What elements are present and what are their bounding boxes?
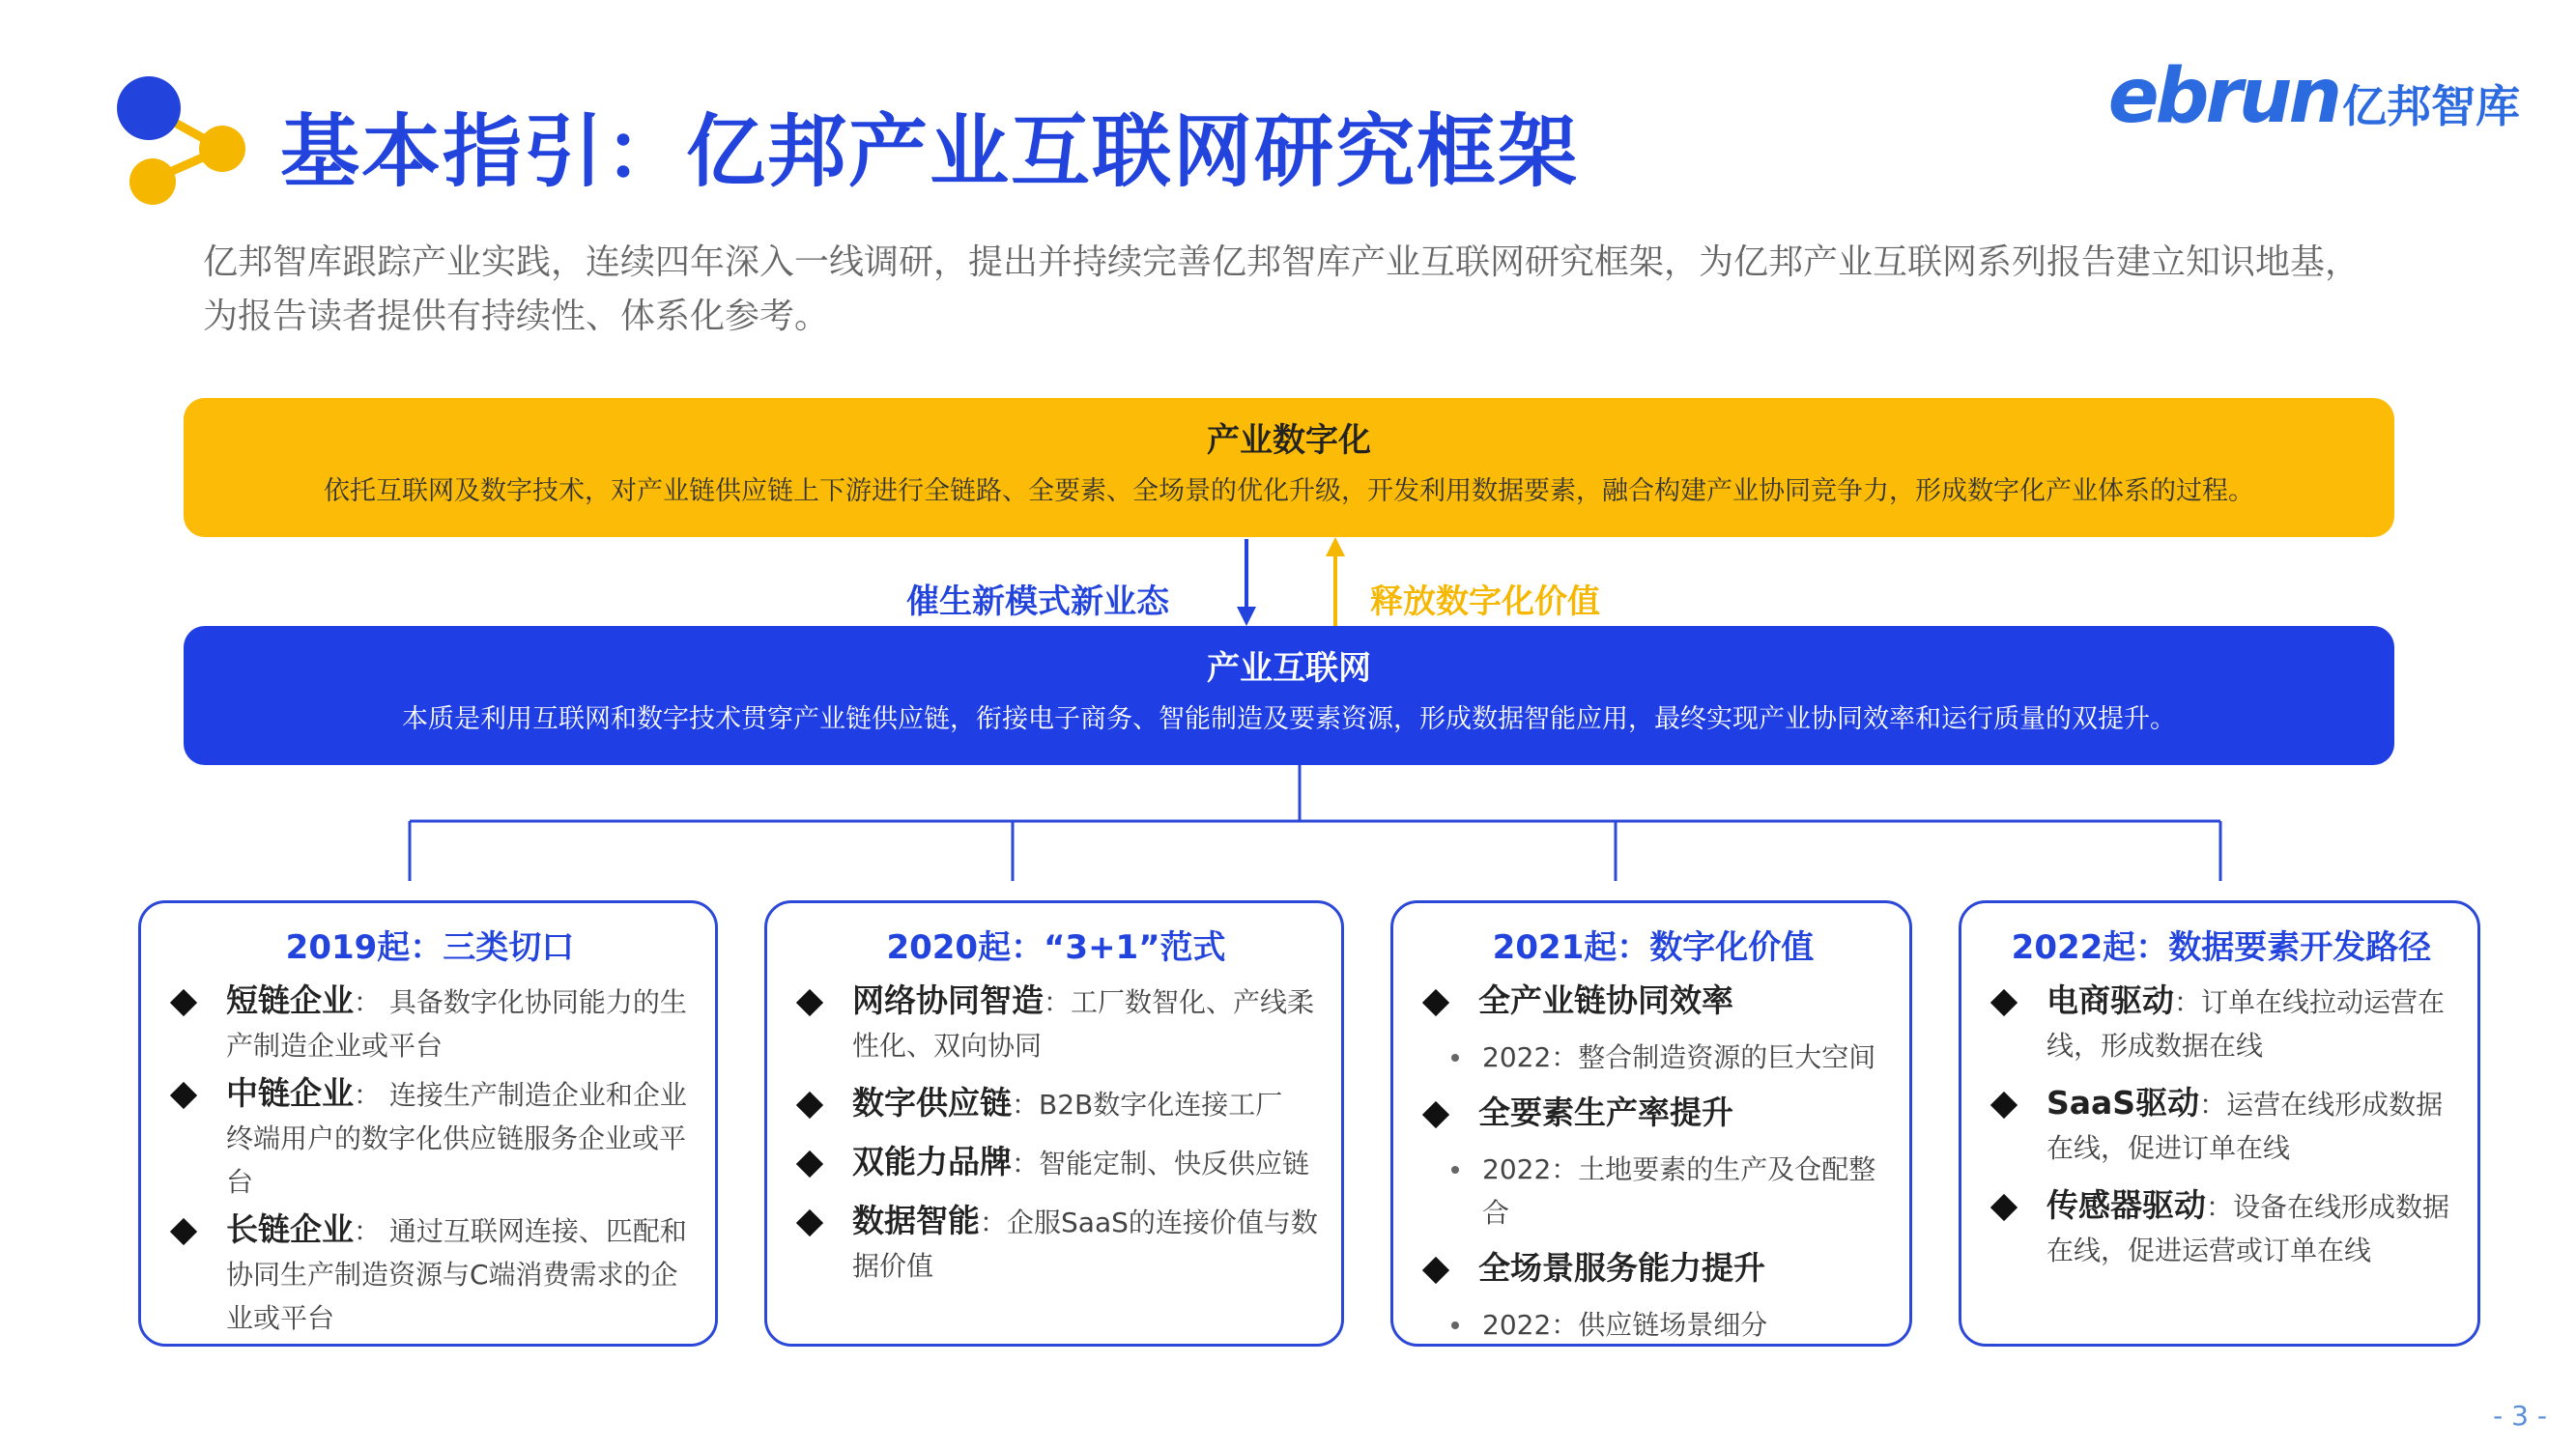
item-text	[2046, 1183, 2460, 1272]
item-text	[852, 979, 1324, 1067]
item-detail: 运营在线形成数据在线，促进订单在线	[2046, 1089, 2444, 1164]
list-item	[162, 979, 698, 1071]
item-detail: 智能定制、快反供应链	[1039, 1148, 1310, 1179]
diamond-bullet-icon	[796, 1209, 823, 1236]
brand-logo-en: ebrun	[2107, 53, 2338, 140]
item-sep: ：	[980, 1207, 1008, 1238]
item-sep: ：	[1012, 1089, 1040, 1121]
up-arrow-icon	[1326, 537, 1345, 556]
card-title: 2021起：数字化价值	[1492, 928, 1815, 967]
item-sep: ：	[354, 986, 382, 1018]
card-title: 2019起：三类切口	[285, 928, 575, 967]
item-detail: 设备在线形成数据在线，促进运营或订单在线	[2046, 1191, 2450, 1266]
item-sep: ：	[1044, 986, 1072, 1018]
band-description: 本质是利用互联网和数字技术贯穿产业链供应链，衔接电子商务、智能制造及要素资源，形成数据智能应用，最终实现产业协同效率和运行质量的双提升。	[402, 704, 2176, 734]
sub-item	[1415, 1036, 1892, 1079]
item-label: 传感器驱动	[2046, 1186, 2206, 1224]
item-detail: B2B数字化连接工厂	[1039, 1089, 1283, 1121]
item-label: 电商驱动	[2046, 981, 2174, 1019]
down-arrow-icon	[1237, 607, 1256, 626]
item-text	[1478, 1091, 1733, 1136]
list-item	[1983, 1183, 2460, 1272]
industrial-internet-band	[184, 626, 2394, 765]
card-title: 2020起：“3+1”范式	[886, 928, 1226, 967]
diamond-bullet-icon	[796, 989, 823, 1016]
item-sep: ：	[354, 1079, 382, 1111]
list-item	[788, 1199, 1324, 1288]
card-2020	[764, 900, 1344, 1347]
diamond-bullet-icon	[1422, 1101, 1449, 1128]
item-detail: 连接生产制造企业和企业终端用户的数字化供应链服务企业或平台	[226, 1079, 687, 1198]
item-text	[226, 979, 698, 1067]
intro-line-1: 亿邦智库跟踪产业实践，连续四年深入一线调研，提出并持续完善亿邦智库产业互联网研究框架，为亿邦产业互联网系列报告建立知识地基，	[203, 242, 2361, 282]
intro-line-2: 为报告读者提供有持续性、体系化参考。	[203, 297, 830, 336]
item-detail: 通过互联网连接、匹配和协同生产制造资源与C端消费需求的企业或平台	[226, 1215, 687, 1334]
diamond-bullet-icon	[1422, 989, 1449, 1016]
diamond-bullet-icon	[796, 1092, 823, 1119]
sub-item-text: 2022：整合制造资源的巨大空间	[1482, 1041, 1876, 1073]
list-item	[1415, 1091, 1892, 1136]
page-number: - 3 -	[2493, 1400, 2547, 1432]
item-text	[1478, 979, 1733, 1024]
item-label: 全产业链协同效率	[1478, 981, 1733, 1019]
sub-item-text: 2022：土地要素的生产及仓配整合	[1482, 1153, 1876, 1229]
flow-label-up: 释放数字化价值	[1370, 582, 1600, 621]
diamond-bullet-icon	[170, 1218, 197, 1245]
item-label: 网络协同智造	[852, 981, 1044, 1019]
diamond-bullet-icon	[1990, 1092, 2018, 1119]
diamond-bullet-icon	[170, 1082, 197, 1109]
card-2022	[1959, 900, 2480, 1347]
item-sep: ：	[2174, 986, 2202, 1018]
sub-item	[1415, 1148, 1892, 1235]
item-label: 长链企业	[226, 1210, 354, 1248]
sub-item-text: 2022：供应链场景细分	[1482, 1309, 1768, 1341]
item-detail: 工厂数智化、产线柔性化、双向协同	[852, 986, 1315, 1062]
list-item	[1415, 1246, 1892, 1292]
item-text	[852, 1140, 1309, 1185]
item-text	[852, 1199, 1324, 1288]
item-text	[2046, 979, 2460, 1067]
item-label: 中链企业	[226, 1074, 354, 1112]
item-sep: ：	[1012, 1148, 1040, 1179]
diamond-bullet-icon	[1422, 1257, 1449, 1284]
item-label: 双能力品牌	[852, 1143, 1012, 1180]
item-text	[852, 1081, 1282, 1126]
item-text	[226, 1208, 698, 1340]
item-sep: ：	[2206, 1191, 2234, 1223]
list-item	[1983, 979, 2460, 1067]
item-detail: 订单在线拉动运营在线，形成数据在线	[2046, 986, 2446, 1062]
dot-bullet-icon	[1451, 1054, 1459, 1062]
item-label: 数字供应链	[852, 1084, 1012, 1122]
list-item	[162, 1208, 698, 1344]
intro-paragraph	[203, 236, 2425, 344]
item-text	[2046, 1081, 2460, 1170]
diamond-bullet-icon	[170, 989, 197, 1016]
item-label: 全要素生产率提升	[1478, 1094, 1733, 1131]
flow-label-down: 催生新模式新业态	[906, 582, 1169, 621]
card-title: 2022起：数据要素开发路径	[2011, 928, 2432, 967]
item-label: 全场景服务能力提升	[1478, 1249, 1765, 1287]
list-item	[1415, 979, 1892, 1024]
diamond-bullet-icon	[1990, 989, 2018, 1016]
item-sep: ：	[354, 1215, 382, 1247]
item-text	[1478, 1246, 1765, 1292]
card-2021	[1390, 900, 1912, 1347]
list-item	[788, 1081, 1324, 1126]
list-item	[788, 1140, 1324, 1185]
dot-bullet-icon	[1451, 1166, 1459, 1174]
molecule-logo-icon	[114, 75, 249, 207]
list-item	[788, 979, 1324, 1067]
dot-bullet-icon	[1451, 1321, 1459, 1329]
list-item	[162, 1071, 698, 1208]
band-title: 产业互联网	[1207, 649, 1371, 688]
brand-logo-cn: 亿邦智库	[2342, 80, 2520, 132]
sub-item	[1415, 1303, 1892, 1347]
item-text	[226, 1071, 698, 1204]
industry-digitalization-band	[184, 398, 2394, 537]
item-label: 数据智能	[852, 1202, 980, 1239]
band-title: 产业数字化	[1207, 421, 1371, 460]
item-sep: ：	[2199, 1089, 2227, 1121]
card-2019	[138, 900, 718, 1347]
diamond-bullet-icon	[796, 1151, 823, 1178]
diamond-bullet-icon	[1990, 1194, 2018, 1221]
item-label: 短链企业	[226, 981, 354, 1019]
list-item	[1983, 1081, 2460, 1170]
item-detail: 具备数字化协同能力的生产制造企业或平台	[226, 986, 687, 1062]
brand-logo	[2108, 53, 2520, 140]
band-description: 依托互联网及数字技术，对产业链供应链上下游进行全链路、全要素、全场景的优化升级，开发利用数据要素，融合构建产业协同竞争力，形成数字化产业体系的过程。	[324, 476, 2254, 506]
item-detail: 企服SaaS的连接价值与数据价值	[852, 1207, 1318, 1282]
item-label: SaaS驱动	[2046, 1084, 2200, 1122]
page-title: 基本指引：亿邦产业互联网研究框架	[280, 106, 1580, 198]
